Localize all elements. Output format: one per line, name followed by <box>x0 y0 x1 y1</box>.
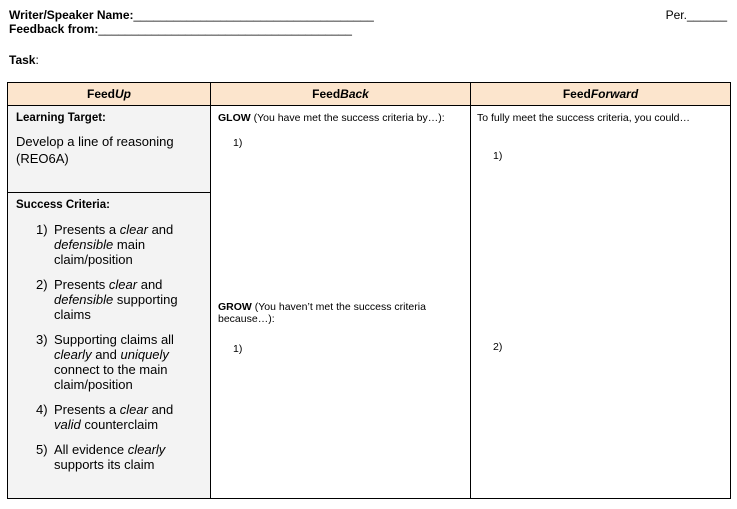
success-criteria-heading: Success Criteria: <box>16 199 110 211</box>
period-row <box>666 8 727 22</box>
glow-answer-slot-1[interactable]: 1) <box>233 137 243 149</box>
criteria-item-text: Supporting claims all clearly and uniquely connect to the main claim/position <box>54 332 174 392</box>
criteria-item-5 <box>16 442 202 472</box>
criteria-item-4 <box>16 402 202 432</box>
feed-forward-heading: To fully meet the success criteria, you could… <box>477 112 691 124</box>
criteria-item-text: Presents a clear and valid counterclaim <box>54 402 174 432</box>
writer-name-label: Writer/Speaker Name: <box>9 8 134 22</box>
feedback-from-blank-field[interactable]: ______________________________________ <box>98 22 352 36</box>
criteria-item-3 <box>16 332 202 392</box>
learning-target-heading: Learning Target: <box>16 112 106 124</box>
feedback-from-label: Feedback from: <box>9 22 99 36</box>
column-header-feed-up: Feed Up <box>8 83 211 106</box>
criteria-item-number: 2) <box>36 277 48 292</box>
grow-heading: GROW (You haven’t met the success criteria because…): <box>218 301 426 325</box>
criteria-item-number: 1) <box>36 222 48 237</box>
criteria-item-number: 5) <box>36 442 48 457</box>
glow-heading: GLOW (You have met the success criteria by…): <box>218 112 445 124</box>
criteria-item-2 <box>16 277 202 322</box>
feed-back-cell <box>211 106 471 498</box>
feedback-from-row <box>9 22 352 36</box>
task-colon: : <box>35 53 39 67</box>
learning-target-text: Develop a line of reasoning (REO6A) <box>16 134 174 166</box>
criteria-item-text: Presents clear and defensible supporting claims <box>54 277 178 322</box>
criteria-item-text: All evidence clearly supports its claim <box>54 442 166 472</box>
criteria-item-number: 4) <box>36 402 48 417</box>
learning-target-cell <box>8 106 211 193</box>
column-header-feed-forward: Feed Forward <box>471 83 730 106</box>
grow-answer-slot-1[interactable]: 1) <box>233 343 243 355</box>
feed-forward-answer-slot-2[interactable]: 2) <box>493 341 503 353</box>
feed-forward-answer-slot-1[interactable]: 1) <box>493 150 503 162</box>
success-criteria-cell <box>8 193 211 498</box>
feed-forward-cell <box>471 106 730 498</box>
criteria-item-number: 3) <box>36 332 48 347</box>
writer-name-blank-field[interactable]: ____________________________________ <box>133 8 374 22</box>
criteria-item-text: Presents a clear and defensible main claim/position <box>54 222 174 267</box>
period-blank-field[interactable]: ______ <box>686 8 727 22</box>
column-header-feed-back: Feed Back <box>211 83 471 106</box>
criteria-item-1 <box>16 222 202 267</box>
feedback-table <box>7 82 731 499</box>
writer-name-row <box>9 8 374 22</box>
period-label: Per. <box>665 8 687 22</box>
task-row <box>9 53 39 67</box>
task-label: Task <box>9 53 36 67</box>
success-criteria-list <box>16 222 202 472</box>
